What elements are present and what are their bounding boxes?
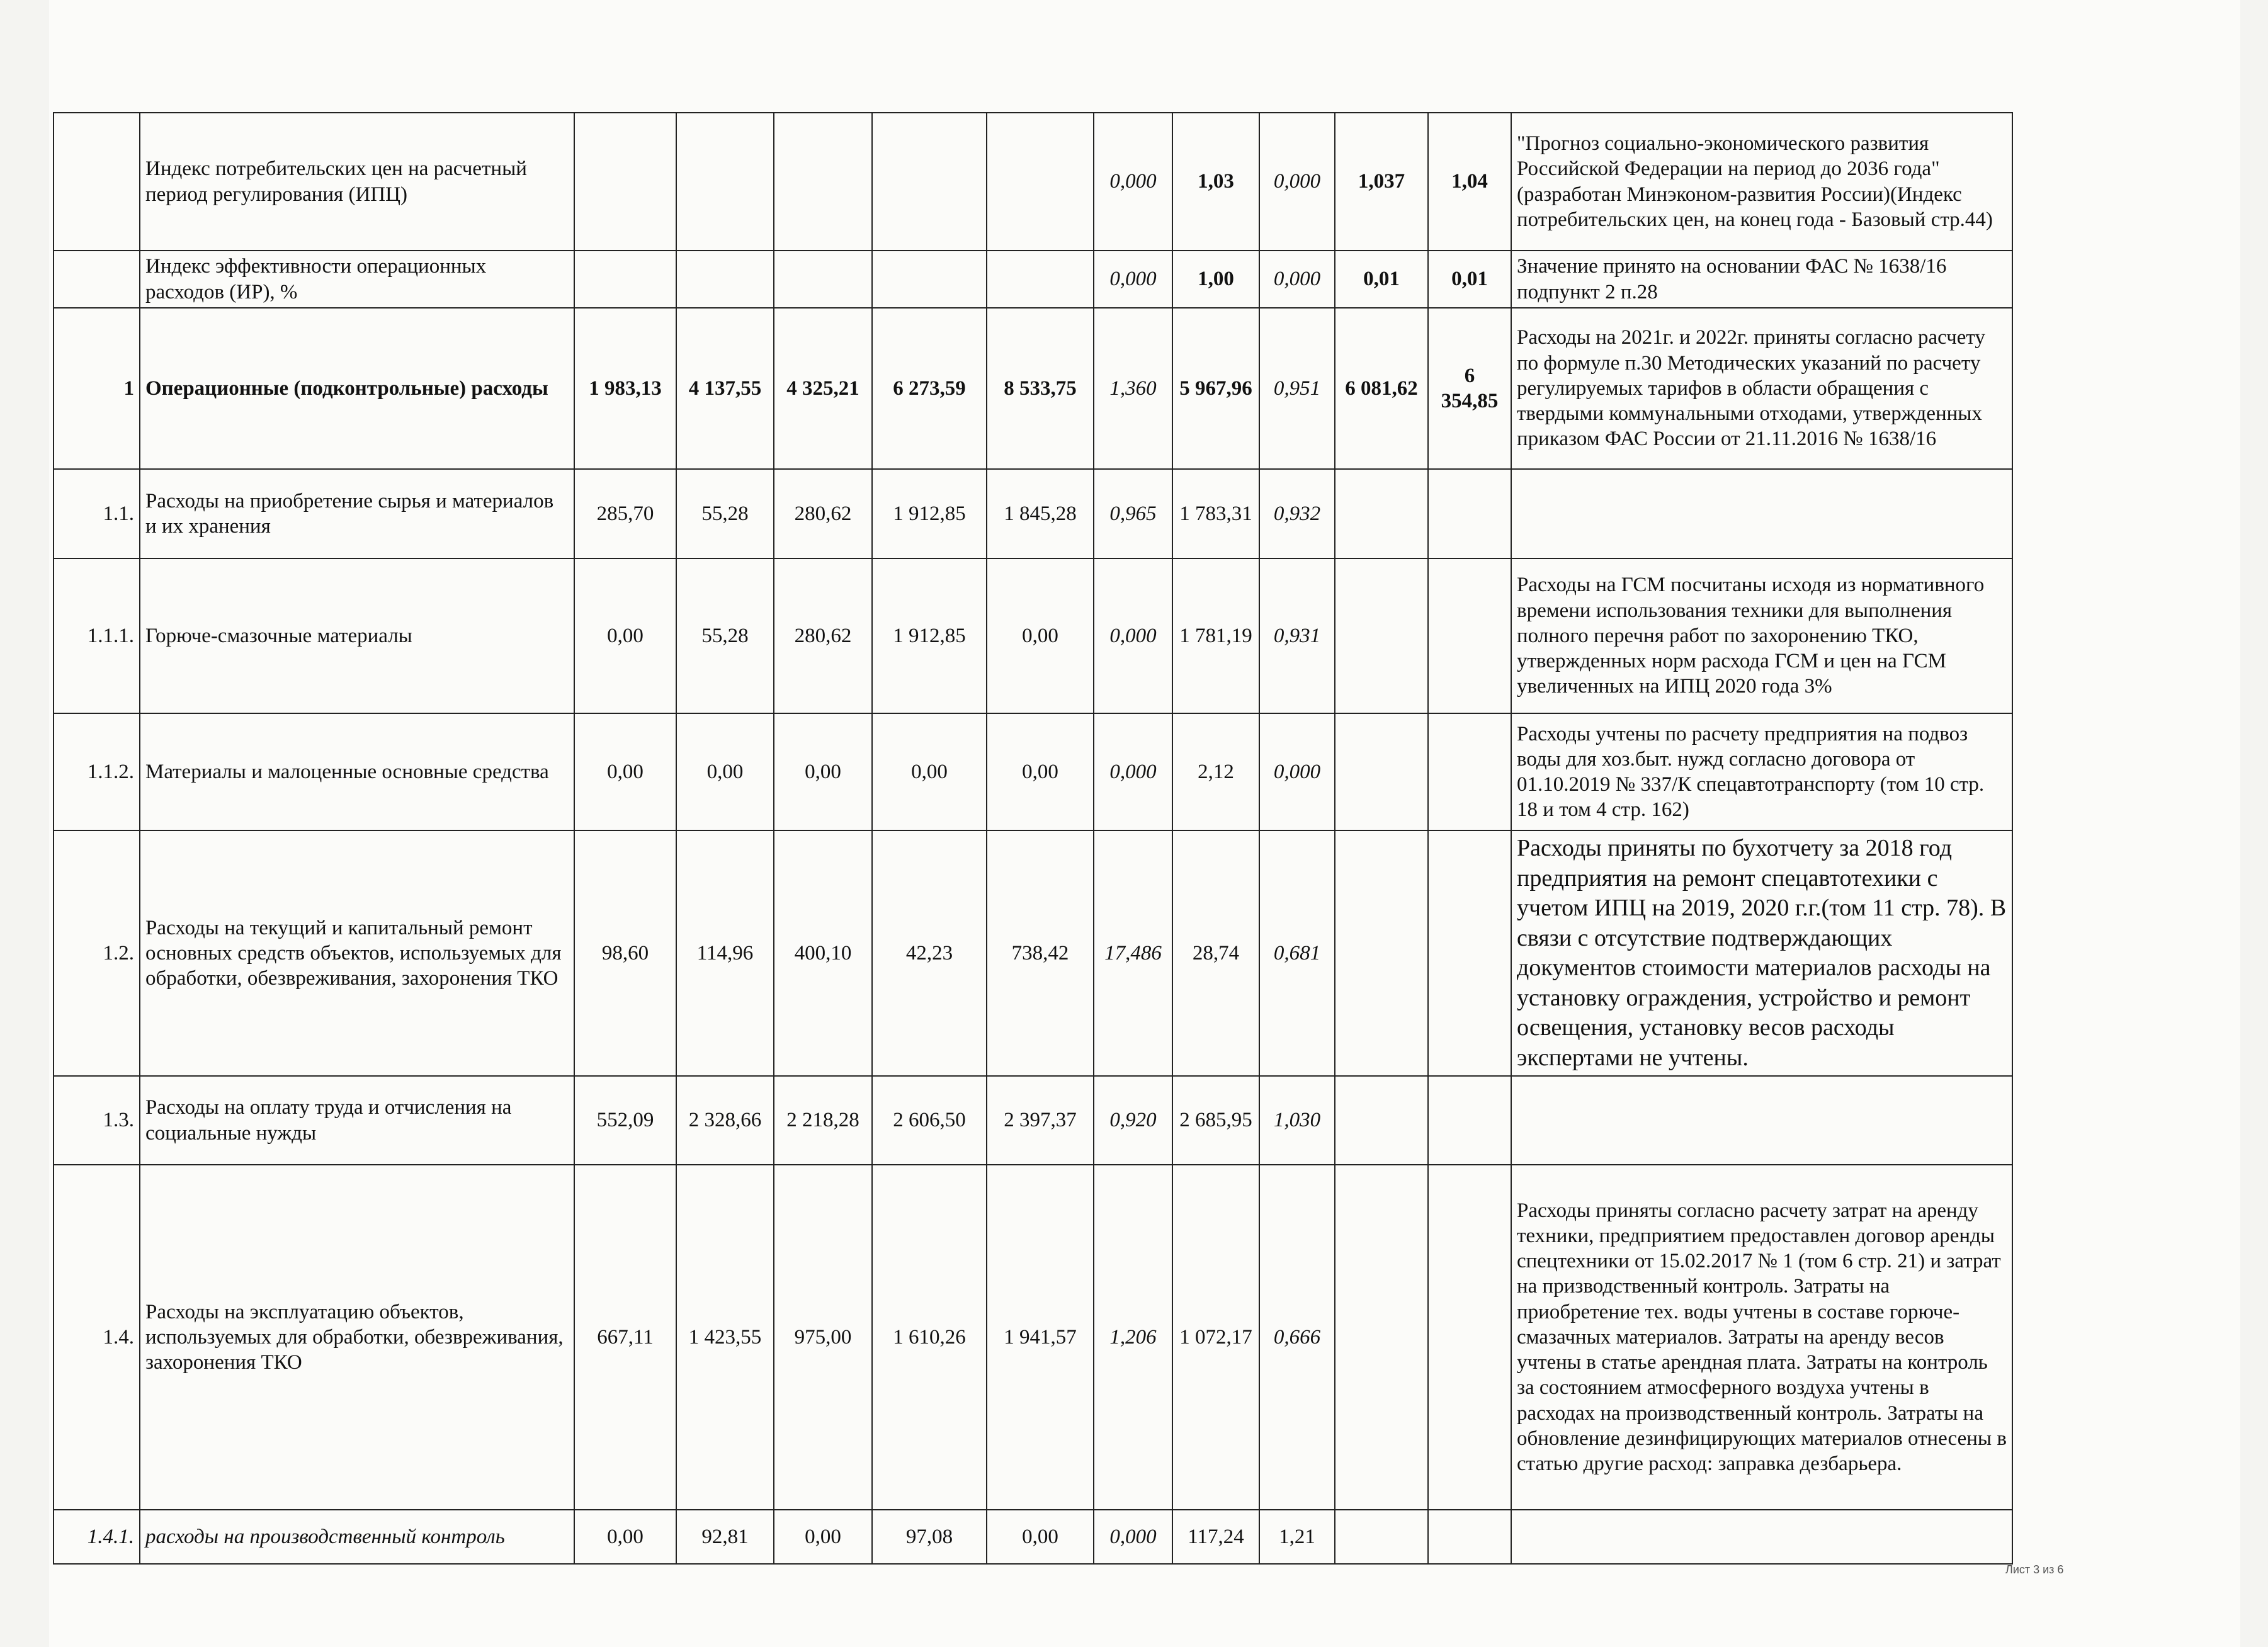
table-row <box>54 830 2012 1076</box>
cell-value: 1 423,55 <box>676 1165 774 1510</box>
row-name: Расходы на оплату труда и отчисления на социальные нужды <box>140 1076 574 1165</box>
cell-value: 1,04 <box>1428 113 1511 251</box>
cell-value: 0,666 <box>1259 1165 1335 1510</box>
cell-value: 1 983,13 <box>574 308 676 469</box>
cell-value <box>1428 1076 1511 1165</box>
cell-value: 280,62 <box>774 558 872 713</box>
cell-value: 0,00 <box>987 713 1094 830</box>
cell-value: 0,00 <box>987 1510 1094 1564</box>
cell-value: 114,96 <box>676 830 774 1076</box>
row-name: расходы на производственный контроль <box>140 1510 574 1564</box>
cell-value <box>1428 830 1511 1076</box>
cell-value: 1 783,31 <box>1172 469 1259 558</box>
cell-value: 2 328,66 <box>676 1076 774 1165</box>
cell-value: 42,23 <box>872 830 987 1076</box>
cell-value <box>1335 1510 1428 1564</box>
cell-value <box>987 113 1094 251</box>
cell-value <box>1335 830 1428 1076</box>
cell-value: 0,000 <box>1259 251 1335 308</box>
cell-value: 0,681 <box>1259 830 1335 1076</box>
cell-value <box>1428 1510 1511 1564</box>
row-name: Горюче-смазочные материалы <box>140 558 574 713</box>
cell-value: 400,10 <box>774 830 872 1076</box>
row-number: 1.2. <box>54 830 140 1076</box>
table-row <box>54 1510 2012 1564</box>
cell-value: 0,000 <box>1094 558 1172 713</box>
row-note: "Прогноз социально-экономического развития Российской Федерации на период до 2036 года" (разработан Минэконом-развития России)(Индекс потребительских цен, на конец года - Базовый стр.44) <box>1511 113 2012 251</box>
cell-value: 6 354,85 <box>1428 308 1511 469</box>
cell-value: 28,74 <box>1172 830 1259 1076</box>
row-note <box>1511 1510 2012 1564</box>
row-name: Индекс эффективности операционных расходов (ИР), % <box>140 251 574 308</box>
cell-value: 8 533,75 <box>987 308 1094 469</box>
cell-value <box>987 251 1094 308</box>
cell-value: 0,951 <box>1259 308 1335 469</box>
cell-value: 0,920 <box>1094 1076 1172 1165</box>
row-number: 1.3. <box>54 1076 140 1165</box>
cell-value: 1 610,26 <box>872 1165 987 1510</box>
cell-value: 6 273,59 <box>872 308 987 469</box>
cell-value: 97,08 <box>872 1510 987 1564</box>
cell-value: 17,486 <box>1094 830 1172 1076</box>
cell-value: 1,00 <box>1172 251 1259 308</box>
page-footer-label: Лист 3 из 6 <box>2005 1563 2064 1576</box>
row-number: 1 <box>54 308 140 469</box>
tariff-table <box>53 112 2013 1565</box>
cell-value <box>1335 713 1428 830</box>
table-row <box>54 251 2012 308</box>
cell-value: 1 072,17 <box>1172 1165 1259 1510</box>
cell-value: 0,000 <box>1094 113 1172 251</box>
cell-value: 0,965 <box>1094 469 1172 558</box>
row-note <box>1511 1076 2012 1165</box>
cell-value: 0,00 <box>574 713 676 830</box>
cell-value: 1 845,28 <box>987 469 1094 558</box>
cell-value: 4 137,55 <box>676 308 774 469</box>
table-row <box>54 1076 2012 1165</box>
cell-value <box>872 251 987 308</box>
table-row <box>54 713 2012 830</box>
cell-value: 738,42 <box>987 830 1094 1076</box>
cell-value: 0,931 <box>1259 558 1335 713</box>
row-name: Расходы на приобретение сырья и материалов и их хранения <box>140 469 574 558</box>
cell-value: 0,00 <box>574 558 676 713</box>
row-number <box>54 113 140 251</box>
cell-value: 280,62 <box>774 469 872 558</box>
cell-value <box>676 113 774 251</box>
cell-value: 667,11 <box>574 1165 676 1510</box>
cell-value: 2 218,28 <box>774 1076 872 1165</box>
cell-value: 0,00 <box>987 558 1094 713</box>
cell-value: 0,01 <box>1335 251 1428 308</box>
row-name: Расходы на текущий и капитальный ремонт основных средств объектов, используемых для обработки, обезвреживания, захоронения ТКО <box>140 830 574 1076</box>
cell-value: 0,01 <box>1428 251 1511 308</box>
cell-value: 117,24 <box>1172 1510 1259 1564</box>
cell-value: 0,000 <box>1259 713 1335 830</box>
row-name: Расходы на эксплуатацию объектов, иcпользуемых для обработки, обезвреживания, захоронения ТКО <box>140 1165 574 1510</box>
cell-value: 1,037 <box>1335 113 1428 251</box>
cell-value: 1,360 <box>1094 308 1172 469</box>
row-note: Расходы приняты по бухотчету за 2018 год предприятия на ремонт спецавтотехики с учетом ИПЦ на 2019, 2020 г.г.(том 11 стр. 78). В связи с отсутствие подтверждающих документов стоимости материалов расходы на установку ограждения, устройство и ремонт освещения, установку весов расходы экспертами не учтены. <box>1511 830 2012 1076</box>
row-name: Операционные (подконтрольные) расходы <box>140 308 574 469</box>
cell-value: 0,00 <box>574 1510 676 1564</box>
table-row <box>54 1165 2012 1510</box>
cell-value: 98,60 <box>574 830 676 1076</box>
cell-value <box>872 113 987 251</box>
cell-value <box>1335 558 1428 713</box>
table-row <box>54 113 2012 251</box>
cell-value: 0,932 <box>1259 469 1335 558</box>
row-note: Расходы на 2021г. и 2022г. приняты согласно расчету по формуле п.30 Методических указаний по расчету регулируемых тарифов в области обращения с твердыми коммунальными отходами, утвержденных приказом ФАС России от 21.11.2016 № 1638/16 <box>1511 308 2012 469</box>
cell-value <box>574 251 676 308</box>
row-name: Материалы и малоценные основные средства <box>140 713 574 830</box>
cell-value: 0,00 <box>676 713 774 830</box>
row-note: Расходы учтены по расчету предприятия на подвоз воды для хоз.быт. нужд согласно договора от 01.10.2019 № 337/К спецавтотранспорту (том 10 стр. 18 и том 4 стр. 162) <box>1511 713 2012 830</box>
cell-value: 92,81 <box>676 1510 774 1564</box>
row-number: 1.4.1. <box>54 1510 140 1564</box>
row-number: 1.1.2. <box>54 713 140 830</box>
table-row <box>54 469 2012 558</box>
cell-value: 552,09 <box>574 1076 676 1165</box>
cell-value: 0,000 <box>1094 713 1172 830</box>
row-note: Расходы приняты согласно расчету затрат на аренду техники, предприятием предоставлен договор аренды спецтехники от 15.02.2017 № 1 (том 6 стр. 21) и затрат на призводственный контроль. Затраты на приобретение тех. воды учтены в составе горюче-смазачных материалов. Затраты на аренду весов учтены в статье арендная плата. Затраты на контроль за состоянием атмосферного воздуха учтены в расходах на производственный контроль. Затраты на обновление дезинфицирующих материалов отнесены в статью другие расход: заправка дезбарьера. <box>1511 1165 2012 1510</box>
cell-value: 1 781,19 <box>1172 558 1259 713</box>
cell-value: 6 081,62 <box>1335 308 1428 469</box>
cell-value: 4 325,21 <box>774 308 872 469</box>
row-number <box>54 251 140 308</box>
cell-value <box>1335 1165 1428 1510</box>
cell-value: 1,21 <box>1259 1510 1335 1564</box>
cell-value <box>1428 558 1511 713</box>
cell-value: 1,03 <box>1172 113 1259 251</box>
cell-value <box>1428 1165 1511 1510</box>
cell-value: 1,030 <box>1259 1076 1335 1165</box>
cell-value: 0,000 <box>1259 113 1335 251</box>
cell-value: 2 685,95 <box>1172 1076 1259 1165</box>
cell-value: 0,00 <box>774 713 872 830</box>
table-row <box>54 558 2012 713</box>
cell-value <box>774 251 872 308</box>
row-number: 1.1. <box>54 469 140 558</box>
cell-value: 1 941,57 <box>987 1165 1094 1510</box>
cell-value <box>1428 469 1511 558</box>
cell-value <box>1335 469 1428 558</box>
row-note: Расходы на ГСМ посчитаны исходя из нормативного времени использования техники для выполнения полного перечня работ по захоронению ТКО, утвержденных норм расхода ГСМ и цен на ГСМ увеличенных на ИПЦ 2020 года 3% <box>1511 558 2012 713</box>
cell-value: 0,00 <box>872 713 987 830</box>
row-note <box>1511 469 2012 558</box>
cell-value: 0,000 <box>1094 251 1172 308</box>
cell-value <box>574 113 676 251</box>
row-number: 1.4. <box>54 1165 140 1510</box>
cell-value: 975,00 <box>774 1165 872 1510</box>
cell-value: 0,000 <box>1094 1510 1172 1564</box>
cell-value <box>774 113 872 251</box>
cell-value <box>1335 1076 1428 1165</box>
cell-value: 2,12 <box>1172 713 1259 830</box>
cell-value: 1 912,85 <box>872 469 987 558</box>
cell-value: 5 967,96 <box>1172 308 1259 469</box>
table-row <box>54 308 2012 469</box>
row-name: Индекс потребительских цен на расчетный период регулирования (ИПЦ) <box>140 113 574 251</box>
cell-value <box>1428 713 1511 830</box>
cell-value <box>676 251 774 308</box>
cell-value: 285,70 <box>574 469 676 558</box>
cell-value: 1,206 <box>1094 1165 1172 1510</box>
cell-value: 1 912,85 <box>872 558 987 713</box>
cell-value: 55,28 <box>676 558 774 713</box>
row-number: 1.1.1. <box>54 558 140 713</box>
cell-value: 55,28 <box>676 469 774 558</box>
cell-value: 0,00 <box>774 1510 872 1564</box>
row-note: Значение принято на основании ФАС № 1638/16 подпункт 2 п.28 <box>1511 251 2012 308</box>
cell-value: 2 606,50 <box>872 1076 987 1165</box>
cell-value: 2 397,37 <box>987 1076 1094 1165</box>
